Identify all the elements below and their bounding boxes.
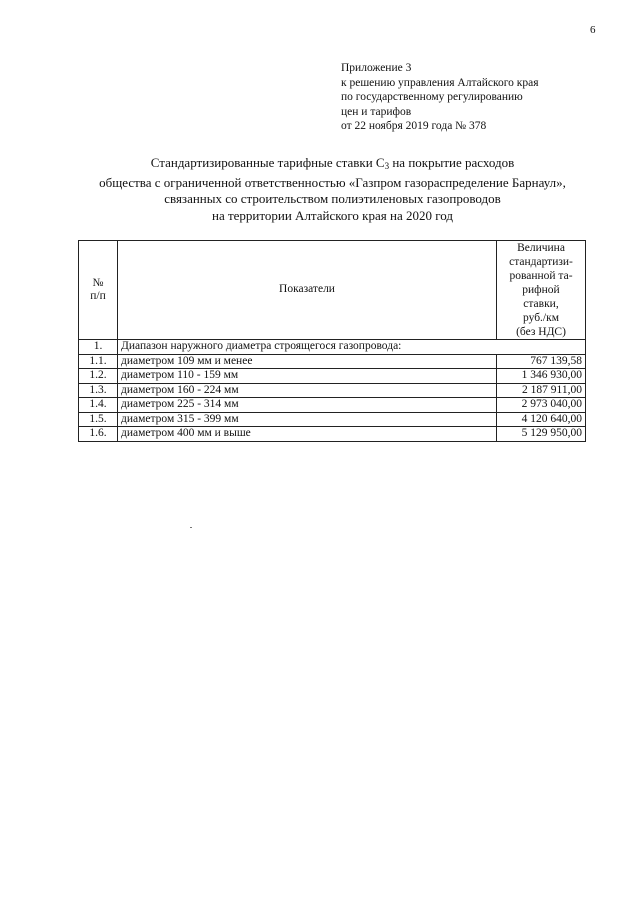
header-value-line: рифной: [522, 284, 560, 296]
row-label: диаметром 160 - 224 мм: [118, 383, 497, 398]
section-label: Диапазон наружного диаметра строящегося газопровода:: [118, 340, 586, 355]
appendix-line-5: от 22 ноября 2019 года № 378: [341, 120, 487, 132]
section-number: 1.: [79, 340, 118, 355]
header-number-line-1: №: [92, 276, 104, 289]
title-line-4: на территории Алтайского края на 2020 год: [212, 207, 453, 223]
header-value-line: Величина: [517, 242, 565, 254]
row-number: 1.5.: [79, 412, 118, 427]
header-indicator: Показатели: [118, 241, 497, 340]
header-value-line: стандартизи-: [509, 256, 573, 268]
row-value: 767 139,58: [497, 354, 586, 369]
header-value: [497, 241, 586, 340]
title-line-1-tail: на покрытие расходов: [389, 155, 515, 170]
title-line-3: связанных со строительством полиэтиленовых газопроводов: [164, 191, 501, 206]
header-value-line: ставки,: [523, 298, 559, 310]
appendix-line-1: Приложение 3: [341, 62, 412, 74]
title-line-1-text: Стандартизированные тарифные ставки С: [150, 155, 385, 170]
row-number: 1.2.: [79, 369, 118, 384]
table-row: [79, 354, 586, 369]
table-row: [79, 398, 586, 413]
title-line-1: [80, 155, 585, 175]
table-row: [79, 427, 586, 442]
row-value: 1 346 930,00: [497, 369, 586, 384]
row-value: 4 120 640,00: [497, 412, 586, 427]
header-number: [79, 241, 118, 340]
appendix-line-4: цен и тарифов: [341, 105, 412, 118]
header-number-line-2: п/п: [90, 290, 106, 302]
title-line-2: общества с ограниченной ответственностью «Газпром газораспределение Барнаул»,: [99, 174, 566, 190]
table-row: [79, 383, 586, 398]
table-row: [79, 369, 586, 384]
page-number: 6: [590, 24, 596, 36]
header-value-line: (без НДС): [516, 326, 566, 338]
appendix-line-2: к решению управления Алтайского края: [341, 76, 539, 89]
table-row: [79, 412, 586, 427]
table-header-row: [79, 241, 586, 340]
row-number: 1.6.: [79, 427, 118, 442]
row-value: 5 129 950,00: [497, 427, 586, 442]
row-label: диаметром 109 мм и менее: [118, 354, 497, 369]
row-number: 1.1.: [79, 354, 118, 369]
tariff-table: [78, 240, 586, 442]
table-section-row: [79, 340, 586, 355]
row-label: диаметром 400 мм и выше: [118, 427, 497, 442]
row-label: диаметром 315 - 399 мм: [118, 412, 497, 427]
title-subscript: 3: [384, 161, 390, 171]
row-number: 1.3.: [79, 383, 118, 398]
row-value: 2 973 040,00: [497, 398, 586, 413]
row-label: диаметром 110 - 159 мм: [118, 369, 497, 384]
header-value-line: руб./км: [523, 312, 559, 324]
row-value: 2 187 911,00: [497, 383, 586, 398]
document-title: [80, 155, 585, 224]
appendix-block: [341, 61, 539, 134]
row-number: 1.4.: [79, 398, 118, 413]
scan-speck: [190, 527, 192, 528]
appendix-line-3: по государственному регулированию: [341, 91, 523, 103]
row-label: диаметром 225 - 314 мм: [118, 398, 497, 413]
header-value-line: рованной та-: [509, 270, 573, 282]
